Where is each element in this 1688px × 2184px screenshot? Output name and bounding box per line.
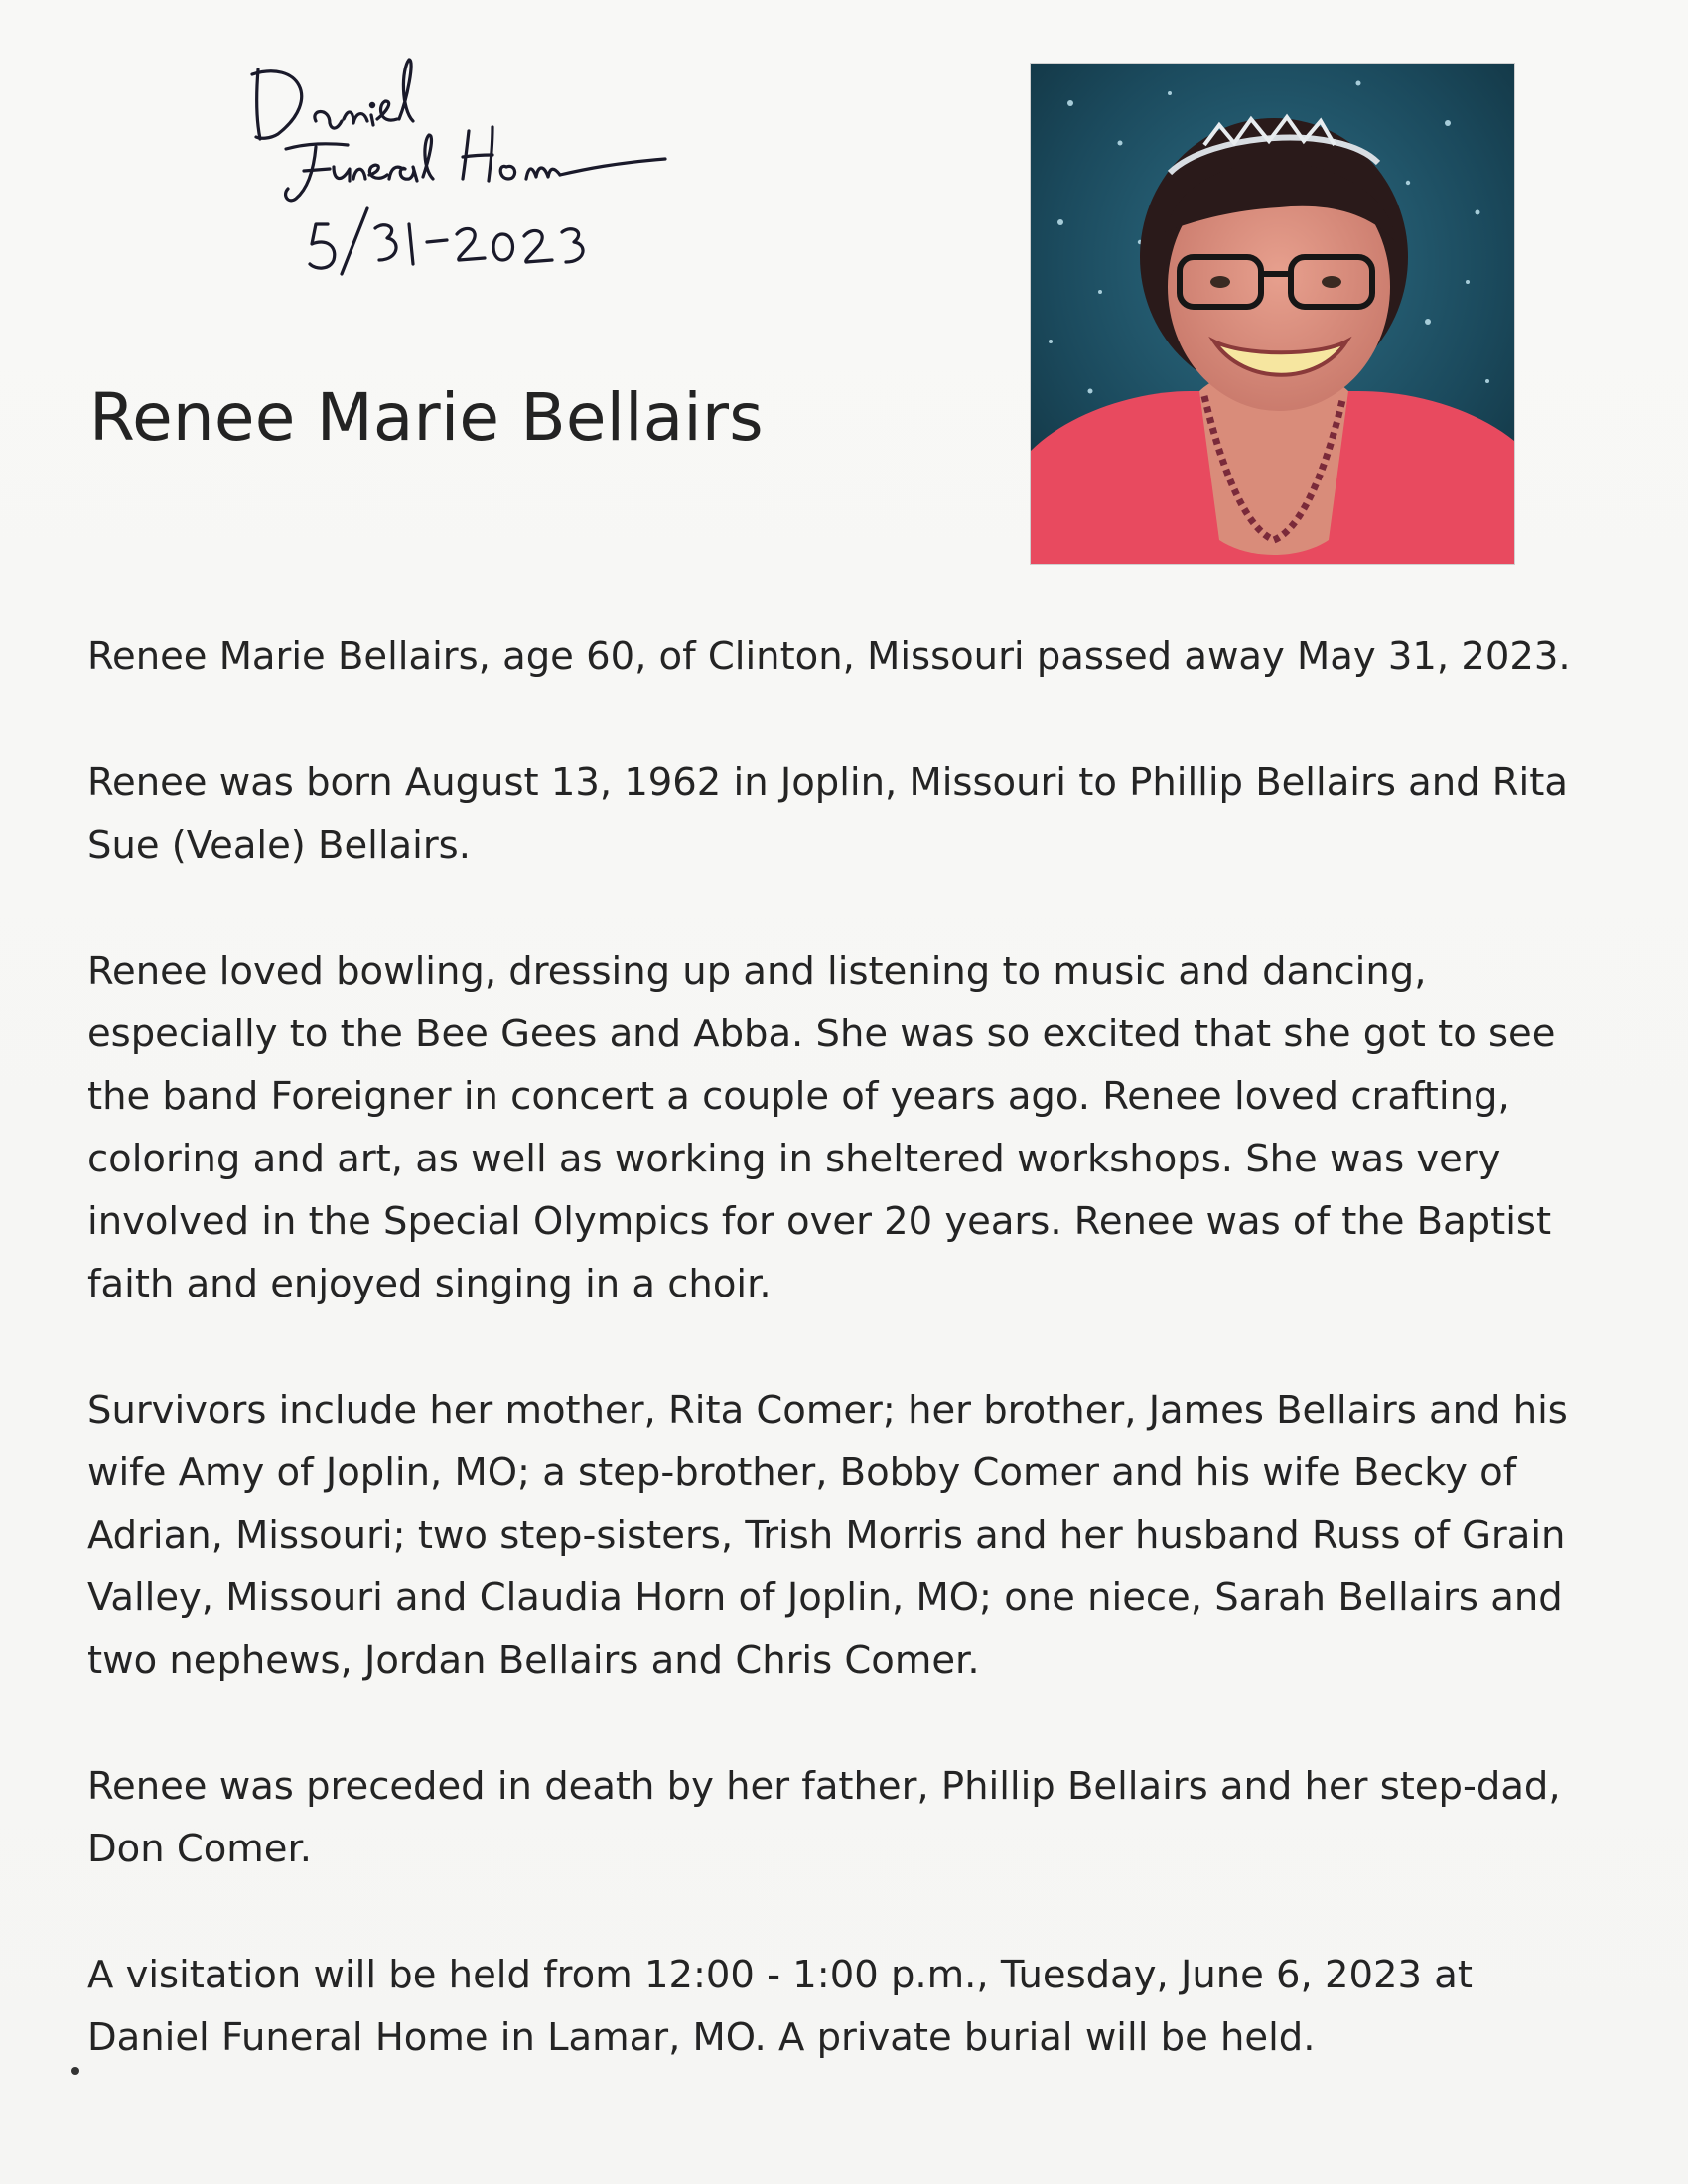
obituary-paragraph-survivors: Survivors include her mother, Rita Comer; her brother, James Bellairs and his wife Amy of Joplin, MO; a step-brother, Bobby Comer and his wife Becky of Adrian, Missouri; two step-sisters, Trish Morris and her husband Russ of Grain Valley, Missouri and Claudia Horn of Joplin, MO; one niece, Sarah Bellairs and two nephews, Jordan Bellairs and Chris Comer. <box>87 1388 1568 1683</box>
obituary-paragraph-death: Renee Marie Bellairs, age 60, of Clinton, Missouri passed away May 31, 2023. <box>87 634 1571 679</box>
handwritten-note <box>238 40 705 278</box>
portrait-photo-icon <box>1031 64 1514 564</box>
obituary-paragraph-life: Renee loved bowling, dressing up and listening to music and dancing, especially to the Bee Gees and Abba. She was so excited that she got to see the band Foreigner in concert a couple of years ago. Renee loved crafting, coloring and art, as well as working in sheltered workshops. She was very involved in the Special Olympics for over 20 years. Renee was of the Baptist faith and enjoyed singing in a choir. <box>87 949 1556 1306</box>
obituary-title: Renee Marie Bellairs <box>89 379 764 456</box>
portrait-photo <box>1031 64 1514 564</box>
obituary-paragraph-services: A visitation will be held from 12:00 - 1:00 p.m., Tuesday, June 6, 2023 at Daniel Funeral Home in Lamar, MO. A private burial will be held. <box>87 1953 1473 2060</box>
obituary-body <box>87 625 1577 2132</box>
obituary-paragraph-preceded: Renee was preceded in death by her father, Phillip Bellairs and her step-dad, Don Comer. <box>87 1764 1561 1871</box>
obituary-paragraph-birth: Renee was born August 13, 1962 in Joplin, Missouri to Phillip Bellairs and Rita Sue (Veale) Bellairs. <box>87 760 1568 868</box>
scan-speck <box>71 2067 79 2075</box>
handwriting-signature-icon <box>238 40 705 278</box>
